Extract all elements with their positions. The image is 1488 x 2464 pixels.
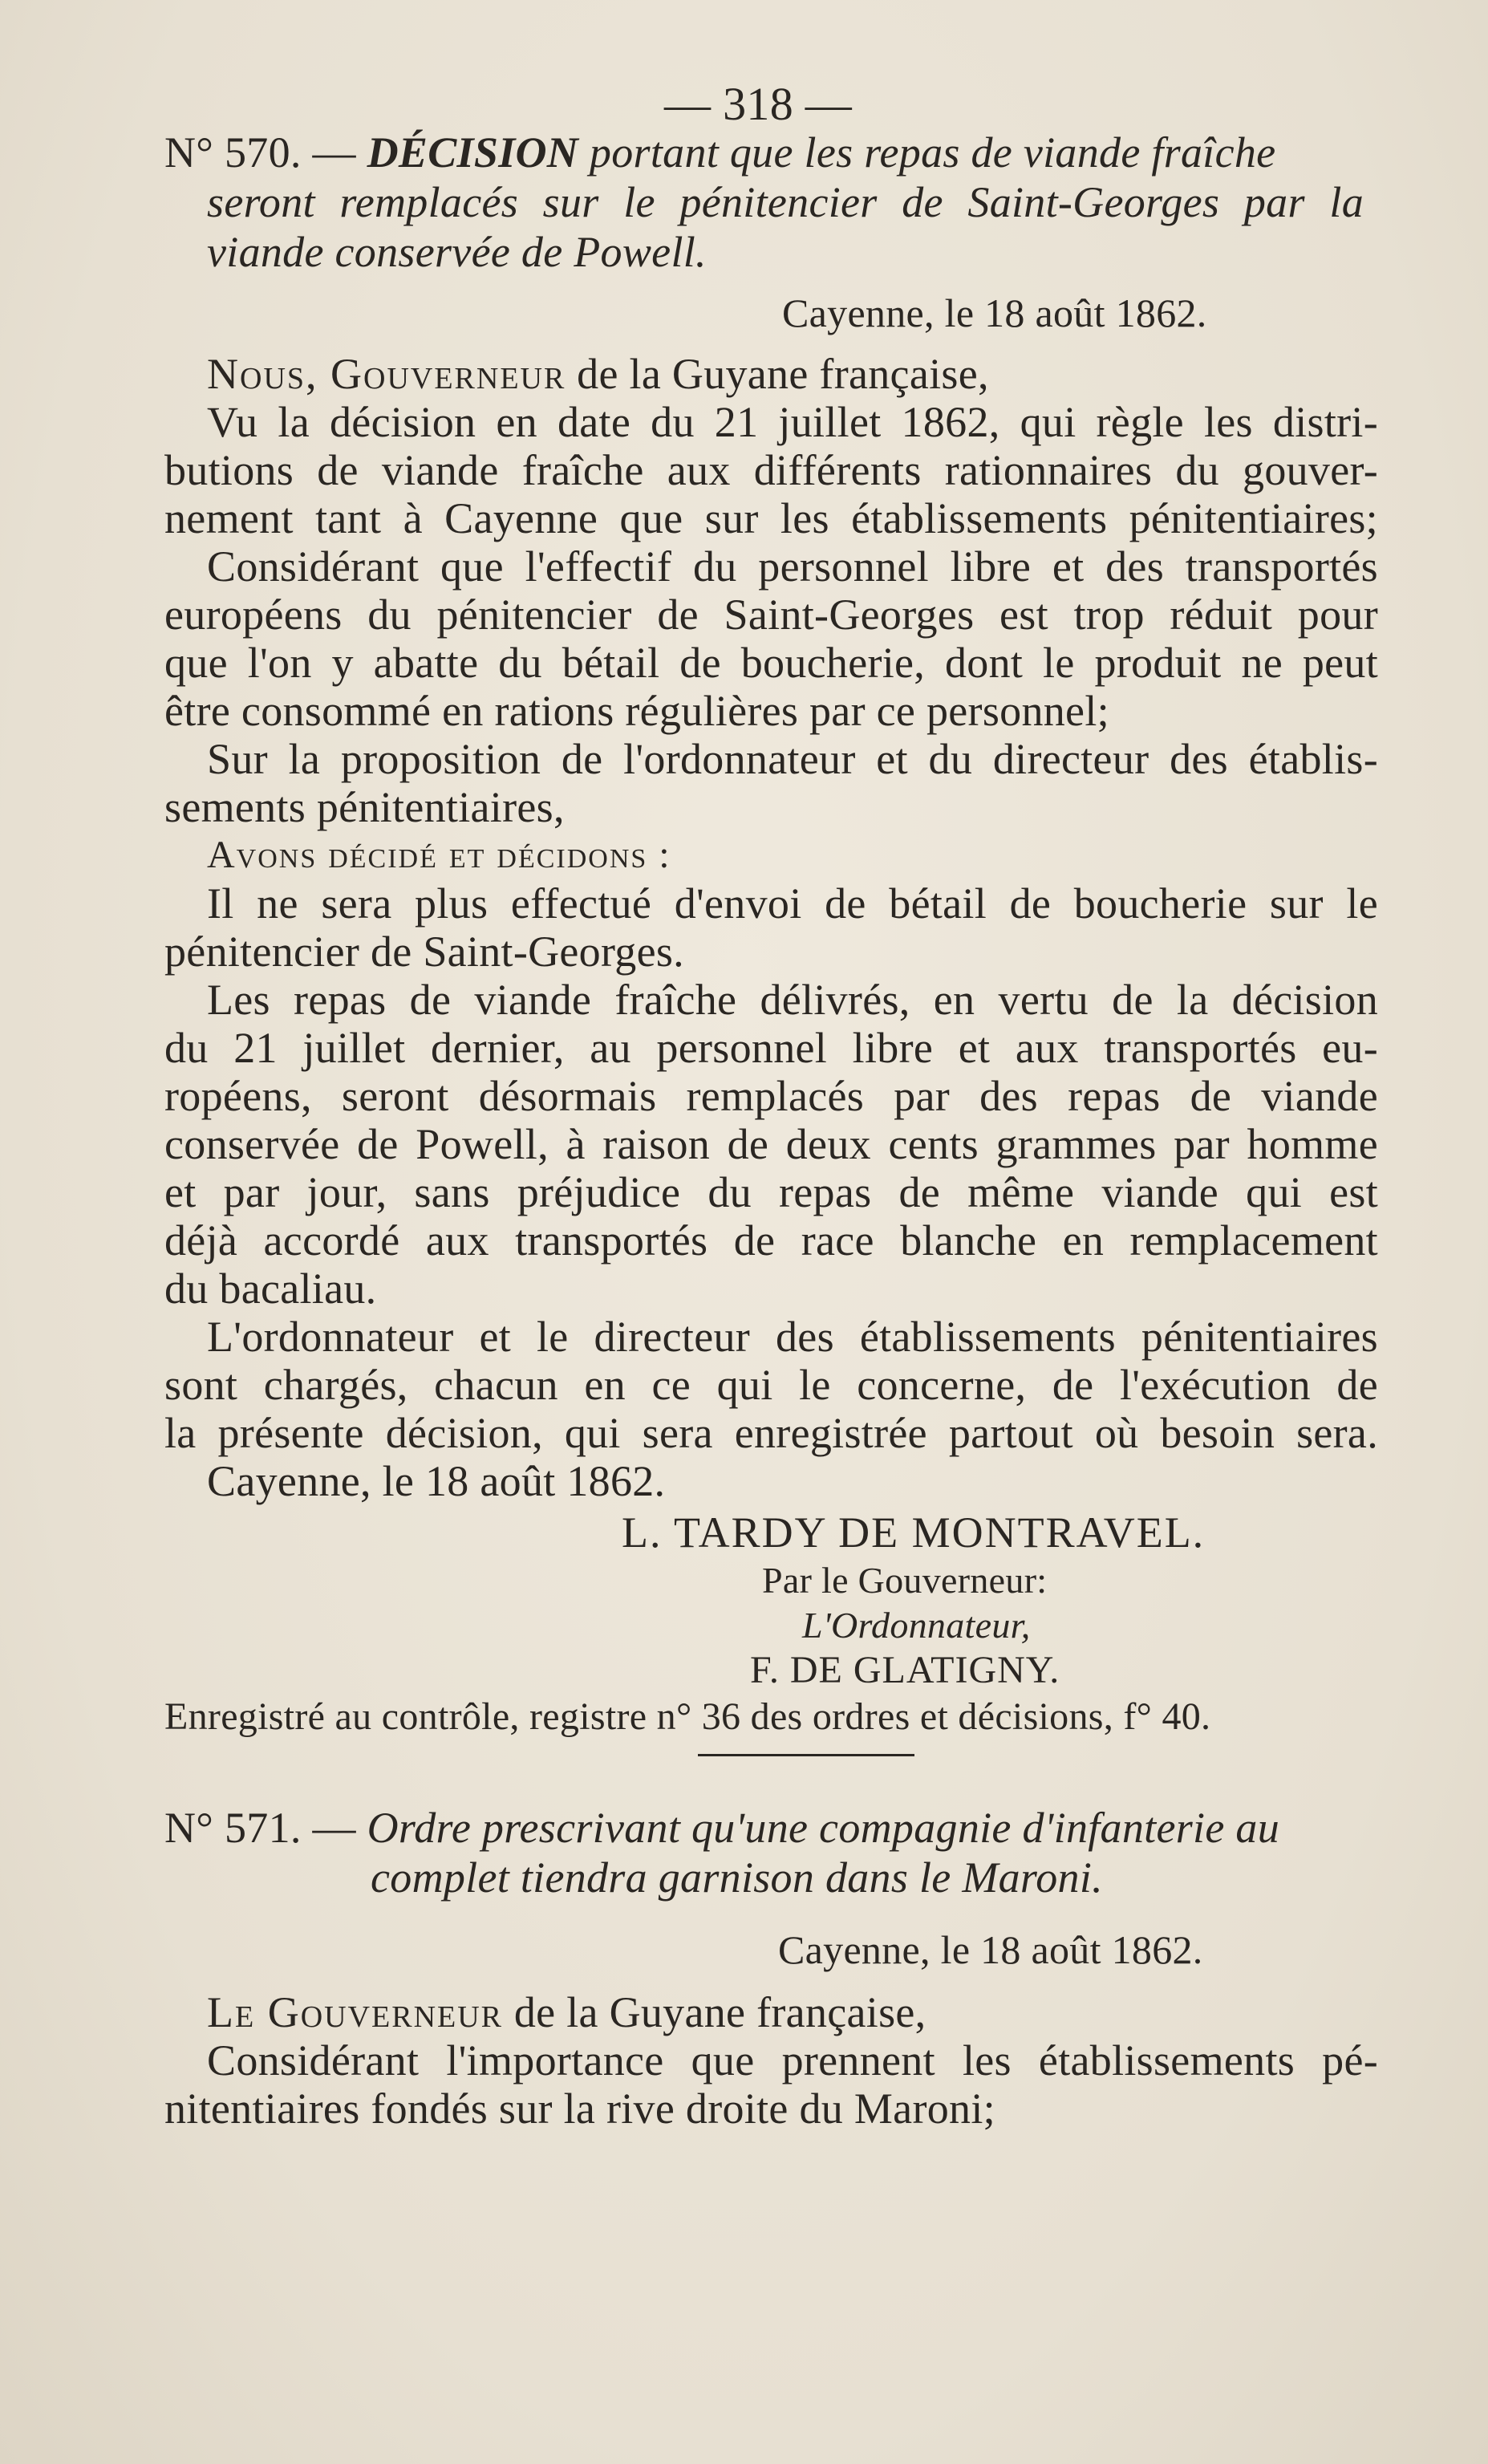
- preamble-authority: Le Gouverneur: [207, 1988, 504, 2036]
- preamble-rest: de la Guyane française,: [513, 1988, 926, 2036]
- body-line: la présente décision, qui sera enregistrée partout où besoin sera.: [164, 1409, 1378, 1457]
- body-line: Sur la proposition de l'ordonnateur et du directeur des établis-: [207, 735, 1378, 783]
- decision-type: DÉCISION: [367, 128, 579, 177]
- decision-570-title-line-2: seront remplacés sur le pénitencier de Saint-Georges par la: [207, 178, 1364, 226]
- body-line: conservée de Powell, à raison de deux cents grammes par homme: [164, 1120, 1378, 1168]
- body-line: sont chargés, chacun en ce qui le concerne, de l'exécution de: [164, 1361, 1378, 1409]
- decision-571-preamble: [207, 1988, 926, 2036]
- body-line: ropéens, seront désormais remplacés par des repas de viande: [164, 1072, 1378, 1120]
- body-line: nement tant à Cayenne que sur les établissements pénitentiaires;: [164, 494, 1378, 542]
- decision-570-preamble: [207, 350, 989, 398]
- body-line: butions de viande fraîche aux différents rationnaires du gouver-: [164, 446, 1378, 494]
- body-line: européens du pénitencier de Saint-Georges est trop réduit pour: [164, 591, 1378, 639]
- body-line: sements pénitentiaires,: [164, 783, 565, 831]
- decision-title: portant que les repas de viande fraîche: [589, 128, 1276, 177]
- body-line: du 21 juillet dernier, au personnel libre et aux transportés eu-: [164, 1024, 1378, 1072]
- decision-number: N° 571. —: [164, 1804, 356, 1852]
- body-line: Les repas de viande fraîche délivrés, en vertu de la décision: [207, 976, 1378, 1024]
- body-line: et par jour, sans préjudice du repas de même viande qui est: [164, 1168, 1378, 1216]
- preamble-rest: de la Guyane française,: [577, 350, 989, 398]
- decision-570-title-line-3: viande conservée de Powell.: [207, 228, 707, 276]
- body-line: Il ne sera plus effectué d'envoi de bétail de boucherie sur le: [207, 879, 1378, 928]
- decision-571-title-line-2: complet tiendra garnison dans le Maroni.: [371, 1853, 1103, 1902]
- decision-571-title-line-1: [164, 1804, 1279, 1852]
- signature-governor: L. TARDY DE MONTRAVEL.: [622, 1508, 1206, 1557]
- body-line: Considérant que l'effectif du personnel libre et des transportés: [207, 542, 1378, 591]
- decision-570-place-date: Cayenne, le 18 août 1862.: [782, 290, 1207, 335]
- decision-571-place-date: Cayenne, le 18 août 1862.: [778, 1927, 1203, 1972]
- closing-place-date: Cayenne, le 18 août 1862.: [207, 1457, 666, 1505]
- decision-570-formula: Avons décidé et décidons :: [207, 834, 671, 876]
- body-line: pénitencier de Saint-Georges.: [164, 928, 684, 976]
- section-divider: [698, 1754, 914, 1756]
- decision-570-title-line-1: [164, 128, 1275, 177]
- body-line: que l'on y abatte du bétail de boucherie, dont le produit ne peut: [164, 639, 1378, 687]
- body-line: nitentiaires fondés sur la rive droite du Maroni;: [164, 2084, 995, 2133]
- body-line: être consommé en rations régulières par ce personnel;: [164, 687, 1109, 735]
- signature-ordonnateur: F. DE GLATIGNY.: [750, 1649, 1060, 1691]
- signature-par: Par le Gouverneur:: [762, 1560, 1048, 1601]
- body-line: déjà accordé aux transportés de race blanche en remplacement: [164, 1216, 1378, 1264]
- registration-note: Enregistré au contrôle, registre n° 36 des ordres et décisions, f° 40.: [164, 1695, 1211, 1738]
- preamble-authority: Nous, Gouverneur: [207, 350, 566, 398]
- decision-number: N° 570. —: [164, 128, 356, 177]
- page-number: — 318 —: [664, 78, 853, 130]
- body-line: L'ordonnateur et le directeur des établissements pénitentiaires: [207, 1313, 1378, 1361]
- signature-title: L'Ordonnateur,: [802, 1605, 1031, 1646]
- decision-title: Ordre prescrivant qu'une compagnie d'infanterie au: [367, 1804, 1280, 1852]
- body-line: du bacaliau.: [164, 1264, 377, 1313]
- body-line: Vu la décision en date du 21 juillet 1862, qui règle les distri-: [207, 398, 1378, 446]
- body-line: Considérant l'importance que prennent les établissements pé-: [207, 2036, 1378, 2084]
